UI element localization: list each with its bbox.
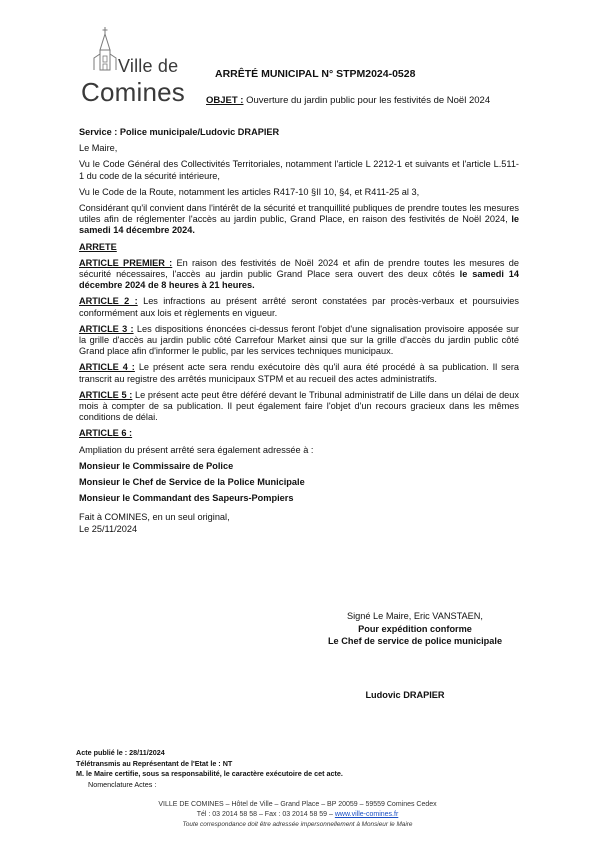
date-line: Le 25/11/2024 (79, 523, 138, 534)
article-5-text: Le présent acte peut être déféré devant le Tribunal administratif de Lille dans un délai de deux mois à compter de sa publication. Il peut également faire l'objet d'un recours gracieux dans les mêmes conditions de délai. (79, 389, 519, 423)
publie-line: Acte publié le : 28/11/2024 (76, 748, 165, 757)
article-4-label: ARTICLE 4 : (79, 362, 135, 373)
objet-label: OBJET : (206, 95, 244, 106)
fait-a: Fait à COMINES, en un seul original, (79, 512, 230, 523)
recipient-item: Monsieur le Chef de Service de la Police Municipale (79, 477, 305, 488)
signature-chef: Le Chef de service de police municipale (327, 636, 503, 646)
article-4-text: Le présent acte sera rendu exécutoire dès qu'il aura été procédé à sa publication. Il sera transcrit au registre des arrêtés municipaux STPM et au recueil des actes administratifs. (79, 362, 519, 384)
footer-address (0, 800, 595, 830)
recipient-item: Monsieur le Commandant des Sapeurs-Pompiers (79, 493, 294, 504)
article-5 (79, 390, 519, 424)
nomenclature-line: Nomenclature Actes : (88, 779, 157, 789)
document-body (79, 127, 519, 535)
ampliation: Ampliation du présent arrêté sera également adressée à : (79, 444, 314, 455)
logo-text-comines: Comines (81, 77, 185, 107)
contact-line (0, 810, 595, 820)
recipients-list (79, 461, 519, 505)
article-5-label: ARTICLE 5 : (79, 389, 133, 400)
vu-cgct: Vu le Code Général des Collectivités Territoriales, notamment l'article L 2212-1 et suivants et l'article L.511-1 du code de la sécurité intérieure, (79, 159, 519, 181)
teletransmis-line: Télétransmis au Représentant de l'Etat le : NT (76, 758, 233, 768)
article-4 (79, 362, 519, 384)
article-3-text: Les dispositions énoncées ci-dessus feront l'objet d'une signalisation provisoire apposée sur la grille d'accès au jardin public côté Carrefour Market ainsi que sur la grille d'accès du jardin public côté Grand place afin d'informer le public, par les services techniques municipaux. (79, 323, 519, 357)
document-title: ARRÊTÉ MUNICIPAL N° STPM2024-0528 (215, 68, 416, 80)
address-line: VILLE DE COMINES – Hôtel de Ville – Grand Place – BP 20059 – 59559 Comines Cedex (158, 801, 437, 808)
article-2-label: ARTICLE 2 : (79, 296, 138, 307)
considerant (79, 203, 519, 237)
objet-line (206, 95, 516, 107)
objet-text: Ouverture du jardin public pour les festivités de Noël 2024 (246, 95, 491, 106)
arrete-heading: ARRETE (79, 241, 117, 252)
recipient-item: Monsieur le Commissaire de Police (79, 460, 234, 471)
article-1-dates: le samedi 14 décembre 2024 de 8 heures à 21 heures. (79, 269, 519, 291)
correspondence-note: Toute correspondance doit être adressée impersonnellement à Monsieur le Maire (182, 821, 413, 828)
vu-code-route: Vu le Code de la Route, notamment les articles R417-10 §II 10, §4, et R411-25 al 3, (79, 186, 420, 197)
article-3 (79, 324, 519, 358)
article-6-label: ARTICLE 6 : (79, 428, 133, 439)
article-2-text: Les infractions au présent arrêté seront constatées par procès-verbaux et poursuivies conformément aux lois et règlements en vigueur. (79, 296, 519, 318)
service-line: Service : Police municipale/Ludovic DRAPIER (79, 127, 280, 137)
article-1-text: En raison des festivités de Noël 2024 et afin de prendre toutes les mesures de sécurité nécessaires, l'accès au jardin public Grand Place sera ouvert des deux côtés (79, 257, 519, 280)
church-logo-icon (92, 26, 118, 72)
signature-maire: Signé Le Maire, Eric VANSTAEN, (347, 611, 483, 621)
article-1-label: ARTICLE PREMIER : (79, 257, 173, 268)
signature-expedition: Pour expédition conforme (358, 623, 472, 634)
considerant-date: le samedi 14 décembre 2024. (79, 214, 519, 236)
signatory-name: Ludovic DRAPIER (365, 690, 445, 700)
website-link[interactable]: www.ville-comines.fr (334, 811, 399, 818)
article-1 (79, 258, 519, 292)
article-6 (79, 428, 519, 439)
signature-block (300, 610, 530, 648)
article-3-label: ARTICLE 3 : (79, 323, 134, 334)
phone-fax: Tél : 03 2014 58 58 – Fax : 03 2014 58 59 – (196, 811, 335, 818)
certifie-line: M. le Maire certifie, sous sa responsabilité, le caractère exécutoire de cet acte. (76, 769, 343, 778)
le-maire: Le Maire, (79, 143, 118, 154)
publication-info (76, 748, 343, 790)
logo-text-ville: Ville de (118, 56, 179, 76)
considerant-text: Considérant qu'il convient dans l'intérêt de la sécurité et tranquillité publiques de prendre toutes les mesures utiles afin de réglementer l'accès au jardin public, Grand Place, en raison des festivités de Noël 2024, (79, 203, 519, 225)
article-2 (79, 296, 519, 318)
